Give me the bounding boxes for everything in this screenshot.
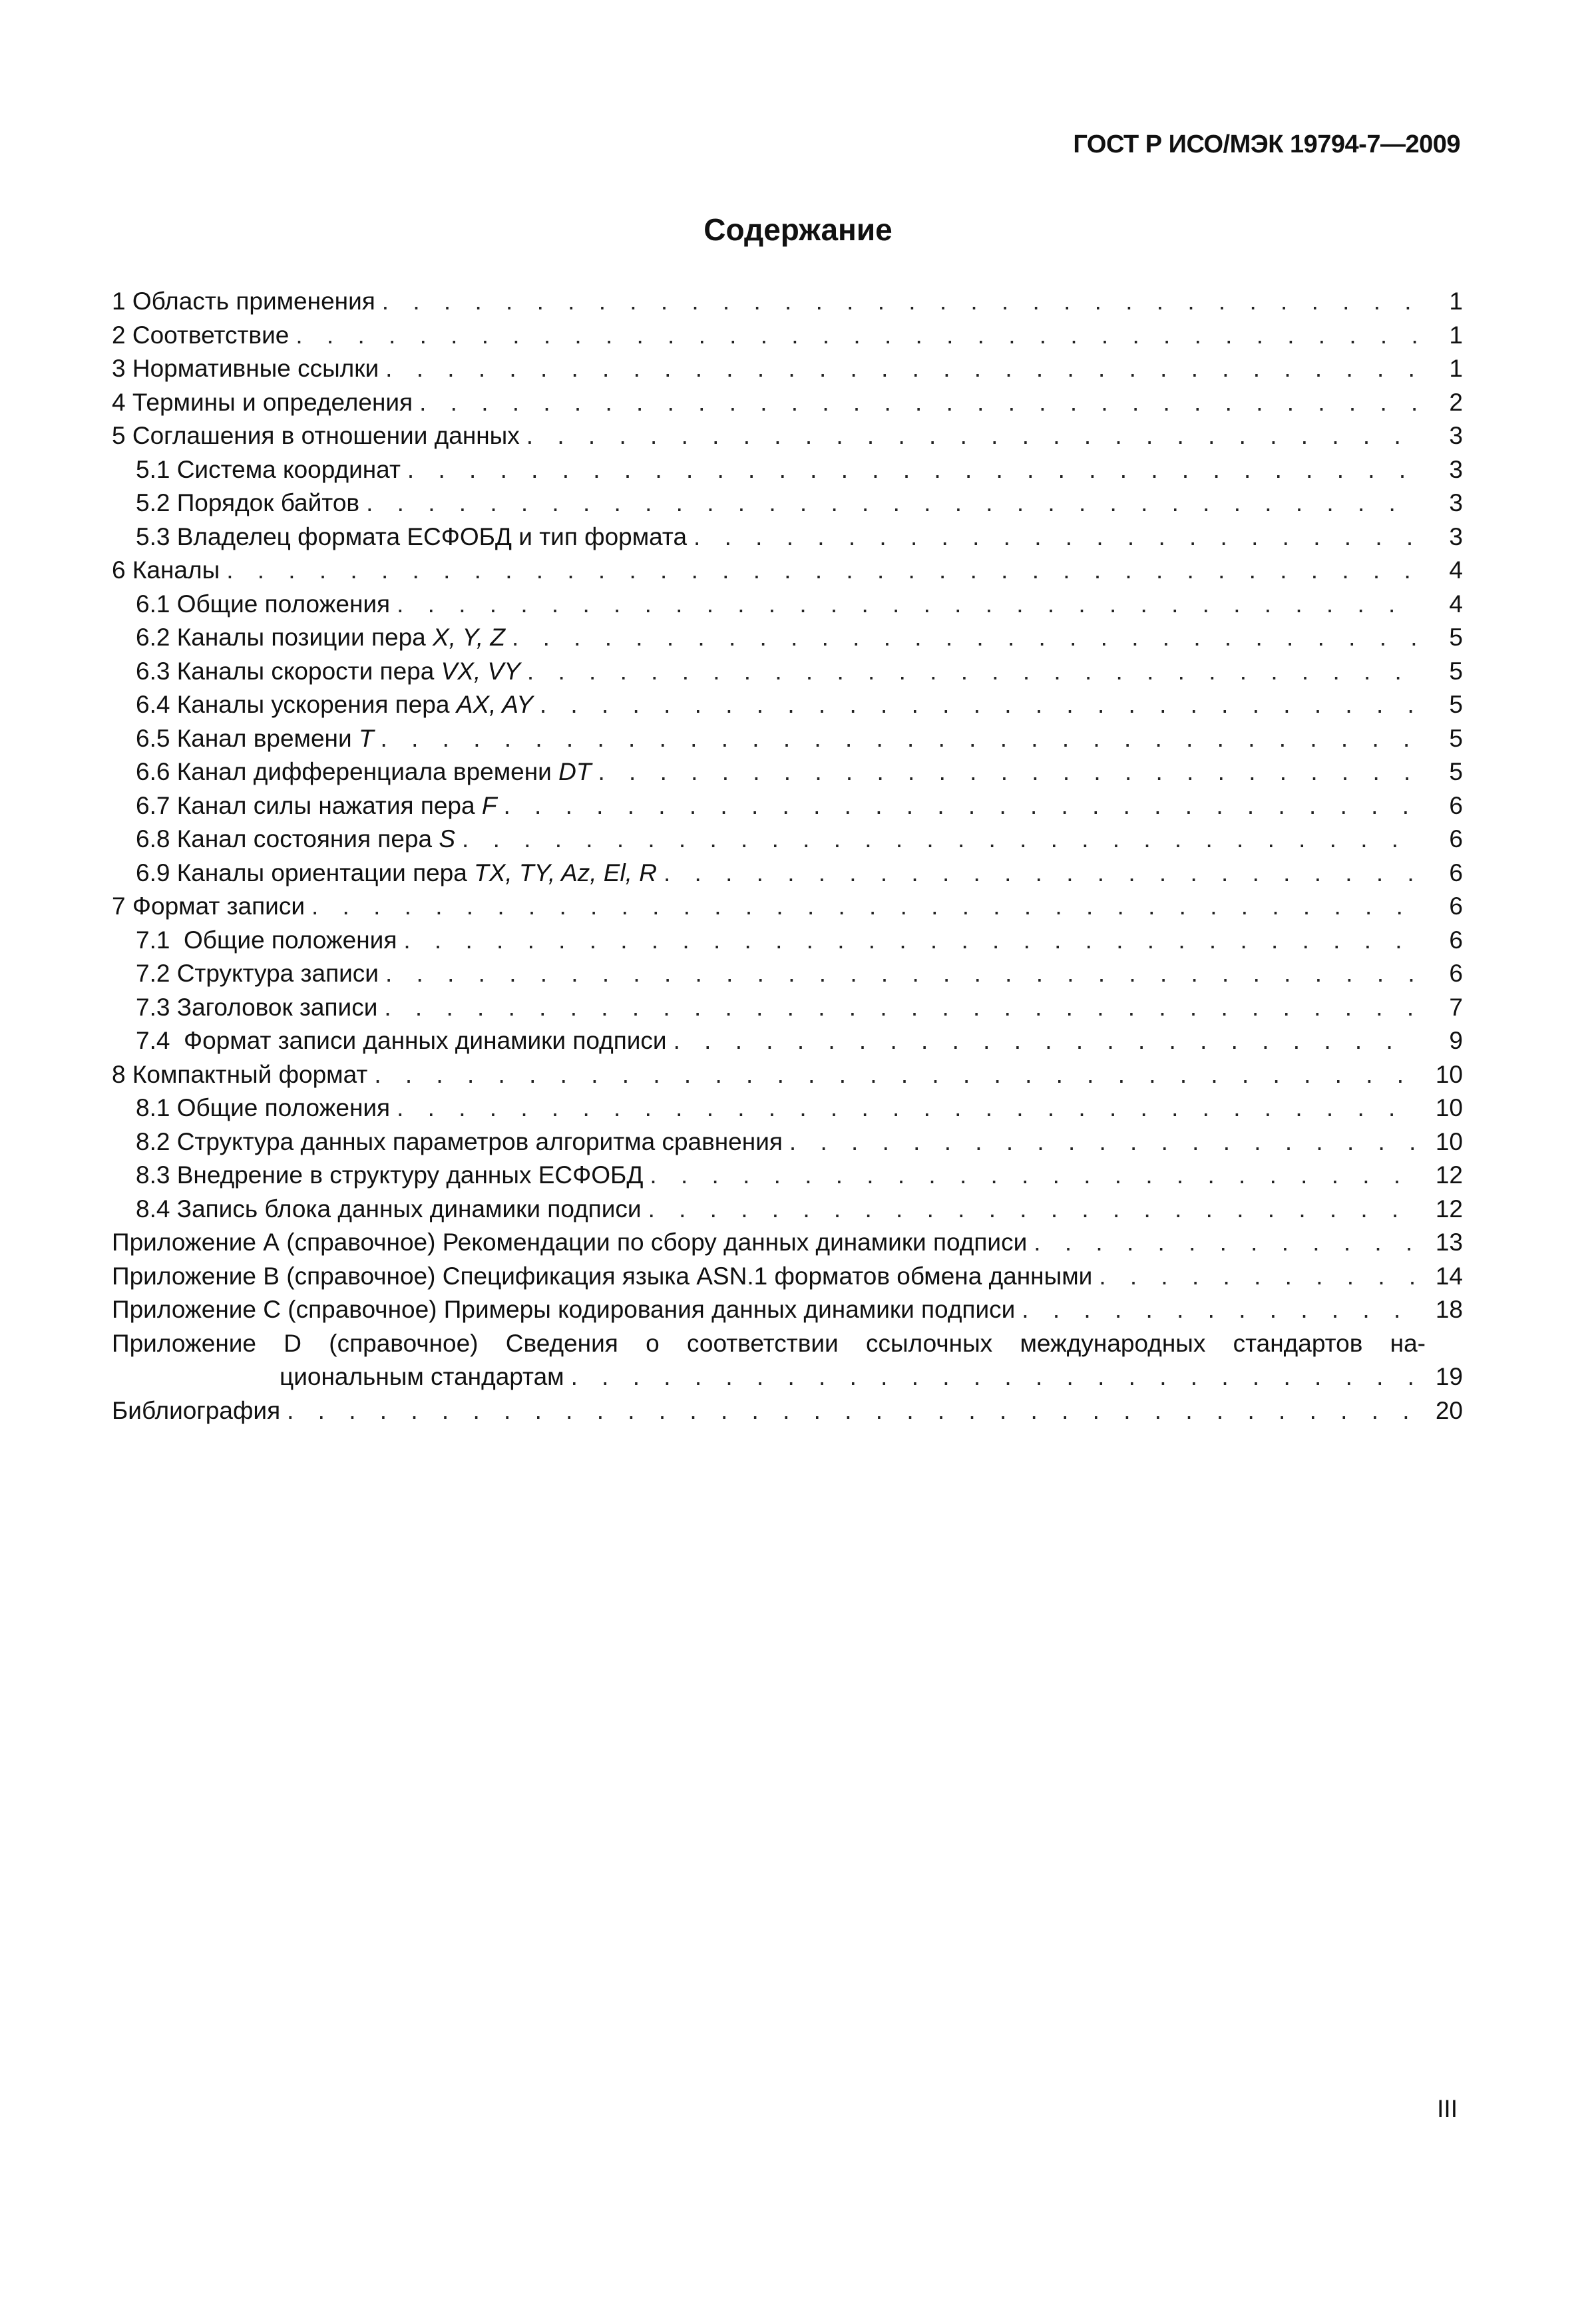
toc-entry[interactable] bbox=[112, 419, 1463, 453]
toc-entry-text: 8.1 Общие положения bbox=[136, 1094, 391, 1121]
leader-dots bbox=[650, 1159, 1419, 1193]
toc-entry-text: 5.3 Владелец формата ЕСФОБД и тип формата bbox=[136, 522, 688, 550]
toc-entry-page: 10 bbox=[1435, 1094, 1463, 1121]
toc-entry-text bbox=[136, 722, 374, 756]
toc-entry-symbols: S bbox=[439, 825, 456, 853]
toc-entry-label: 6.4 Каналы ускорения пера bbox=[136, 691, 457, 718]
toc-entry-text: 6 Каналы bbox=[112, 556, 220, 584]
toc-entry-text bbox=[136, 789, 497, 823]
toc-entry-page: 1 bbox=[1449, 321, 1463, 349]
toc-entry-page: 1 bbox=[1449, 355, 1463, 382]
leader-dots bbox=[397, 588, 1419, 622]
toc-entry[interactable] bbox=[112, 1260, 1463, 1294]
leader-dots bbox=[403, 924, 1419, 958]
toc-entry-page: 20 bbox=[1435, 1396, 1463, 1424]
leader-dots bbox=[674, 1024, 1419, 1058]
toc-entry[interactable] bbox=[112, 924, 1463, 958]
toc-entry-page: 6 bbox=[1449, 892, 1463, 920]
toc-entry-label: 6.8 Канал состояния пера bbox=[136, 825, 439, 853]
toc-entry[interactable] bbox=[112, 688, 1463, 722]
toc-entry-text bbox=[136, 823, 455, 857]
toc-entry-page: 14 bbox=[1435, 1262, 1463, 1290]
toc-entry[interactable] bbox=[112, 722, 1463, 756]
leader-dots bbox=[397, 1091, 1419, 1125]
toc-entry-page: 6 bbox=[1449, 825, 1463, 853]
toc-entry-page: 10 bbox=[1435, 1060, 1463, 1088]
toc-entry-symbols: DT bbox=[558, 758, 592, 785]
toc-entry[interactable] bbox=[112, 991, 1463, 1025]
leader-dots bbox=[226, 554, 1419, 588]
toc-entry-text: 8.3 Внедрение в структуру данных ЕСФОБД bbox=[136, 1161, 644, 1189]
toc-entry-label: 6.6 Канал дифференциала времени bbox=[136, 758, 559, 785]
toc-entry[interactable] bbox=[112, 823, 1463, 857]
toc-entry[interactable] bbox=[112, 352, 1463, 386]
leader-dots bbox=[384, 991, 1419, 1025]
leader-dots bbox=[385, 352, 1419, 386]
toc-entry[interactable] bbox=[112, 621, 1463, 655]
toc-entry-label: 6.5 Канал времени bbox=[136, 724, 359, 752]
toc-entry[interactable] bbox=[112, 1024, 1463, 1058]
toc-entry-label: 6.2 Каналы позиции пера bbox=[136, 624, 433, 651]
toc-entry-page: 4 bbox=[1449, 590, 1463, 618]
toc-entry-text: 8 Компактный формат bbox=[112, 1060, 368, 1088]
leader-dots bbox=[789, 1125, 1419, 1159]
toc-entry-page: 13 bbox=[1435, 1229, 1463, 1256]
toc-entry-text: 7 Формат записи bbox=[112, 892, 305, 920]
toc-entry-page: 5 bbox=[1449, 724, 1463, 752]
toc-entry[interactable] bbox=[112, 755, 1463, 789]
toc-entry-symbols: VX, VY bbox=[441, 657, 520, 685]
leader-dots bbox=[598, 755, 1419, 789]
leader-dots bbox=[1034, 1226, 1419, 1260]
toc-entry[interactable] bbox=[112, 1293, 1463, 1327]
page-number: III bbox=[1437, 2095, 1458, 2122]
toc-entry-page: 6 bbox=[1449, 960, 1463, 987]
toc-entry-text bbox=[136, 655, 520, 689]
toc-entry-text: 6.1 Общие положения bbox=[136, 590, 391, 618]
toc-entry-text: 5.1 Система координат bbox=[136, 455, 401, 483]
toc-entry-text: 8.4 Запись блока данных динамики подписи bbox=[136, 1195, 642, 1223]
table-of-contents bbox=[112, 285, 1463, 1428]
document-code: ГОСТ Р ИСО/МЭК 19794-7—2009 bbox=[1073, 130, 1460, 158]
toc-entry[interactable] bbox=[112, 789, 1463, 823]
toc-entry[interactable] bbox=[112, 1091, 1463, 1125]
leader-dots bbox=[1099, 1260, 1419, 1294]
toc-entry[interactable] bbox=[112, 655, 1463, 689]
toc-entry-text: Приложение С (справочное) Примеры кодирования данных динамики подписи bbox=[112, 1296, 1016, 1323]
toc-entry-page: 6 bbox=[1449, 926, 1463, 954]
leader-dots bbox=[311, 890, 1419, 924]
toc-entry-text: Библиография bbox=[112, 1396, 281, 1424]
toc-entry[interactable] bbox=[112, 554, 1463, 588]
toc-entry-page: 1 bbox=[1449, 288, 1463, 315]
toc-entry-text: 7.2 Структура записи bbox=[136, 960, 379, 987]
toc-entry-text: 7.4 Формат записи данных динамики подписи bbox=[136, 1027, 667, 1054]
toc-entry-text: Приложение А (справочное) Рекомендации по сбору данных динамики подписи bbox=[112, 1229, 1028, 1256]
toc-entry-text: 2 Соответствие bbox=[112, 321, 290, 349]
toc-entry-text bbox=[136, 621, 505, 655]
toc-entry[interactable] bbox=[112, 1327, 1463, 1394]
leader-dots bbox=[366, 486, 1419, 520]
toc-entry-text: Приложение В (справочное) Спецификация языка ASN.1 форматов обмена данными bbox=[112, 1262, 1093, 1290]
toc-entry[interactable] bbox=[112, 1058, 1463, 1092]
toc-entry-label: Приложение D (справочное) Сведения о соответствии ссылочных международных стандартов на- bbox=[112, 1329, 1426, 1357]
toc-entry-page: 5 bbox=[1449, 657, 1463, 685]
toc-entry-text: 8.2 Структура данных параметров алгоритма сравнения bbox=[136, 1127, 783, 1155]
leader-dots bbox=[664, 857, 1419, 890]
leader-dots bbox=[512, 621, 1419, 655]
toc-entry-page: 10 bbox=[1435, 1127, 1463, 1155]
toc-entry-text: 5 Соглашения в отношении данных bbox=[112, 422, 520, 449]
toc-entry-text: 1 Область применения bbox=[112, 288, 375, 315]
toc-entry-page: 6 bbox=[1449, 791, 1463, 819]
toc-entry-text bbox=[136, 688, 533, 722]
toc-entry-text: 3 Нормативные ссылки bbox=[112, 355, 379, 382]
toc-entry[interactable] bbox=[112, 486, 1463, 520]
toc-entry-page: 5 bbox=[1449, 691, 1463, 718]
toc-entry-page: 3 bbox=[1449, 489, 1463, 516]
toc-entry-page: 7 bbox=[1449, 993, 1463, 1021]
leader-dots bbox=[374, 1058, 1419, 1092]
toc-entry-page: 3 bbox=[1449, 522, 1463, 550]
toc-entry[interactable] bbox=[112, 386, 1463, 420]
leader-dots bbox=[526, 419, 1419, 453]
toc-entry-page: 19 bbox=[1435, 1363, 1463, 1390]
toc-entry-page: 6 bbox=[1449, 859, 1463, 886]
toc-entry-label: 6.9 Каналы ориентации пера bbox=[136, 859, 475, 886]
toc-entry-symbols: F bbox=[481, 791, 497, 819]
toc-entry-page: 5 bbox=[1449, 624, 1463, 651]
toc-entry-text: 4 Термины и определения bbox=[112, 388, 413, 416]
toc-entry[interactable] bbox=[112, 890, 1463, 924]
leader-dots bbox=[462, 823, 1419, 857]
toc-entry[interactable] bbox=[112, 1193, 1463, 1227]
toc-entry[interactable] bbox=[112, 1394, 1463, 1428]
toc-entry-page: 9 bbox=[1449, 1027, 1463, 1054]
toc-entry-symbols: AX, AY bbox=[456, 691, 533, 718]
leader-dots bbox=[648, 1193, 1419, 1227]
leader-dots bbox=[382, 285, 1419, 319]
leader-dots bbox=[1022, 1293, 1419, 1327]
leader-dots bbox=[296, 319, 1419, 353]
toc-entry-page: 18 bbox=[1435, 1296, 1463, 1323]
toc-entry[interactable] bbox=[112, 453, 1463, 487]
toc-entry[interactable] bbox=[112, 1125, 1463, 1159]
toc-entry-text bbox=[136, 755, 591, 789]
leader-dots bbox=[540, 688, 1419, 722]
leader-dots bbox=[419, 386, 1419, 420]
toc-entry-symbols: X, Y, Z bbox=[433, 624, 506, 651]
leader-dots bbox=[385, 957, 1419, 991]
leader-dots bbox=[407, 453, 1419, 487]
toc-entry-label: 6.3 Каналы скорости пера bbox=[136, 657, 441, 685]
toc-entry-text bbox=[136, 857, 657, 890]
toc-entry-page: 2 bbox=[1449, 388, 1463, 416]
toc-entry[interactable] bbox=[112, 1159, 1463, 1193]
toc-entry[interactable] bbox=[112, 957, 1463, 991]
leader-dots bbox=[527, 655, 1419, 689]
toc-entry[interactable] bbox=[112, 520, 1463, 554]
toc-entry[interactable] bbox=[112, 319, 1463, 353]
toc-title: Содержание bbox=[703, 212, 893, 247]
leader-dots bbox=[503, 789, 1419, 823]
toc-entry-symbols: TX, TY, Az, El, R bbox=[474, 859, 657, 886]
toc-entry-text: 5.2 Порядок байтов bbox=[136, 489, 360, 516]
toc-entry-continuation bbox=[112, 1360, 1463, 1394]
toc-entry[interactable] bbox=[112, 588, 1463, 622]
leader-dots bbox=[694, 520, 1419, 554]
toc-entry[interactable] bbox=[112, 285, 1463, 319]
toc-entry-text bbox=[112, 1327, 1463, 1361]
toc-entry-page: 4 bbox=[1449, 556, 1463, 584]
leader-dots bbox=[287, 1394, 1419, 1428]
toc-entry-text: 7.3 Заголовок записи bbox=[136, 993, 378, 1021]
toc-entry-page: 3 bbox=[1449, 455, 1463, 483]
leader-dots bbox=[571, 1360, 1419, 1394]
toc-entry-label: 6.7 Канал силы нажатия пера bbox=[136, 791, 482, 819]
toc-entry-symbols: T bbox=[358, 724, 374, 752]
toc-entry-page: 12 bbox=[1435, 1195, 1463, 1223]
toc-entry[interactable] bbox=[112, 1226, 1463, 1260]
toc-entry-page: 5 bbox=[1449, 758, 1463, 785]
toc-entry-page: 12 bbox=[1435, 1161, 1463, 1189]
toc-entry-page: 3 bbox=[1449, 422, 1463, 449]
leader-dots bbox=[381, 722, 1419, 756]
toc-entry-text: 7.1 Общие положения bbox=[136, 926, 397, 954]
toc-entry-text-cont: циональным стандартам bbox=[280, 1363, 564, 1390]
toc-entry[interactable] bbox=[112, 857, 1463, 890]
